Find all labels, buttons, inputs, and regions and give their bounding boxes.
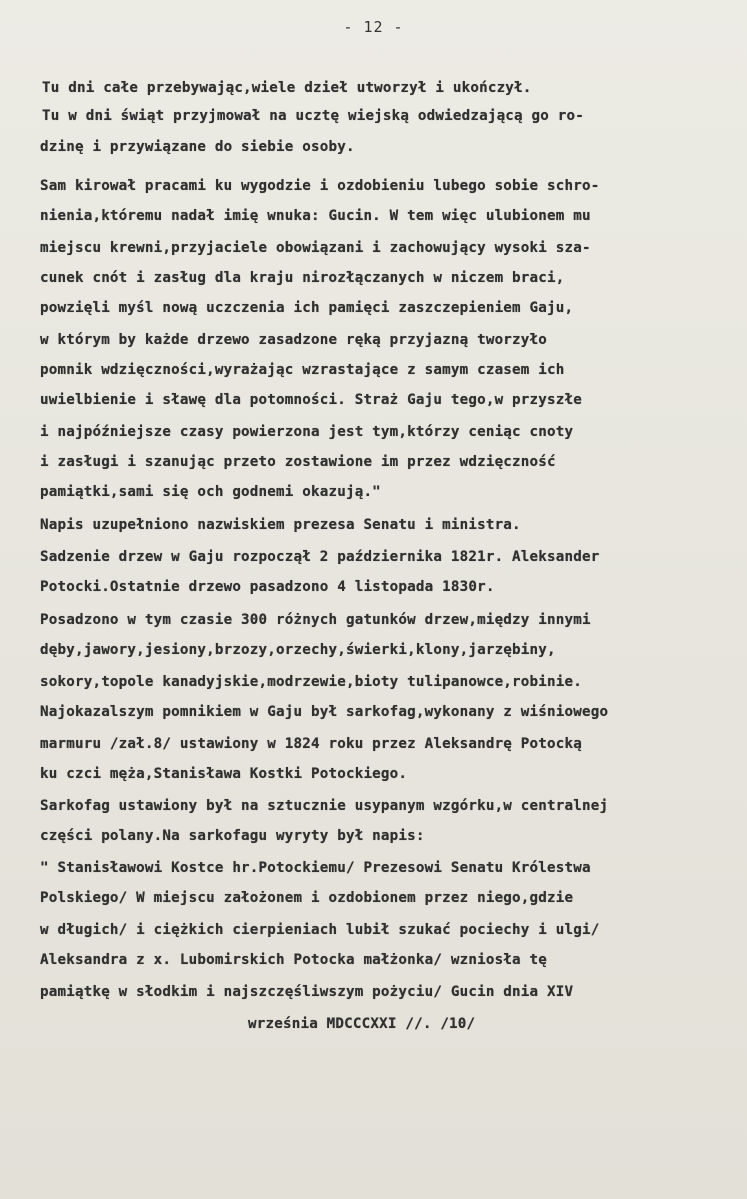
text-line: Aleksandra z x. Lubomirskich Potocka małżonka/ wzniosła tę <box>40 952 548 968</box>
text-line: dęby,jawory,jesiony,brzozy,orzechy,świerki,klony,jarzębiny, <box>40 642 556 658</box>
text-line: cunek cnót i zasług dla kraju nirozłączanych w niczem braci, <box>40 270 565 286</box>
text-line: pamiątki,sami się och godnemi okazują." <box>40 484 381 500</box>
text-line: dzinę i przywiązane do siebie osoby. <box>40 139 355 155</box>
text-line: w którym by każde drzewo zasadzone ręką przyjazną tworzyło <box>40 332 548 348</box>
text-line: Sadzenie drzew w Gaju rozpoczął 2 października 1821r. Aleksander <box>40 549 600 565</box>
text-line: uwielbienie i sławę dla potomności. Straż Gaju tego,w przyszłe <box>40 392 582 408</box>
text-line: Sarkofag ustawiony był na sztucznie usypanym wzgórku,w centralnej <box>40 798 609 814</box>
text-line: Napis uzupełniono nazwiskiem prezesa Senatu i ministra. <box>40 517 521 533</box>
text-line: pamiątkę w słodkim i najszczęśliwszym pożyciu/ Gucin dnia XIV <box>40 984 574 1000</box>
text-line: Potocki.Ostatnie drzewo pasadzono 4 listopada 1830r. <box>40 579 495 595</box>
text-line: części polany.Na sarkofagu wyryty był napis: <box>40 828 425 844</box>
text-line: i najpóźniejsze czasy powierzona jest tym,którzy ceniąc cnoty <box>40 424 574 440</box>
text-line: Sam kirował pracami ku wygodzie i ozdobieniu lubego sobie schro- <box>40 178 600 194</box>
text-line: Polskiego/ W miejscu założonem i ozdobionem przez niego,gdzie <box>40 890 574 906</box>
text-line: w długich/ i ciężkich cierpieniach lubił szukać pociechy i ulgi/ <box>40 922 600 938</box>
text-line: Tu dni całe przebywając,wiele dzieł utworzył i ukończył. <box>42 80 532 96</box>
text-line: pomnik wdzięczności,wyrażając wzrastające z samym czasem ich <box>40 362 565 378</box>
text-line: nienia,któremu nadał imię wnuka: Gucin. W tem więc ulubionem mu <box>40 208 591 224</box>
text-line: Tu w dni świąt przyjmował na ucztę wiejską odwiedzającą go ro- <box>42 108 584 124</box>
text-line: Najokazalszym pomnikiem w Gaju był sarkofag,wykonany z wiśniowego <box>40 704 609 720</box>
text-line: i zasługi i szanując przeto zostawione im przez wdzięczność <box>40 454 556 470</box>
text-line: marmuru /zał.8/ ustawiony w 1824 roku przez Aleksandrę Potocką <box>40 736 582 752</box>
text-line: sokory,topole kanadyjskie,modrzewie,bioty tulipanowce,robinie. <box>40 674 582 690</box>
text-line: " Stanisławowi Kostce hr.Potockiemu/ Prezesowi Senatu Królestwa <box>40 860 591 876</box>
page-number: - 12 - <box>343 18 404 36</box>
text-line: września MDCCCXXI //. /10/ <box>248 1016 476 1032</box>
text-line: ku czci męża,Stanisława Kostki Potockiego. <box>40 766 408 782</box>
text-line: Posadzono w tym czasie 300 różnych gatunków drzew,między innymi <box>40 612 591 628</box>
text-line: miejscu krewni,przyjaciele obowiązani i zachowujący wysoki sza- <box>40 240 591 256</box>
text-line: powzięli myśl nową uczczenia ich pamięci zaszczepieniem Gaju, <box>40 300 574 316</box>
